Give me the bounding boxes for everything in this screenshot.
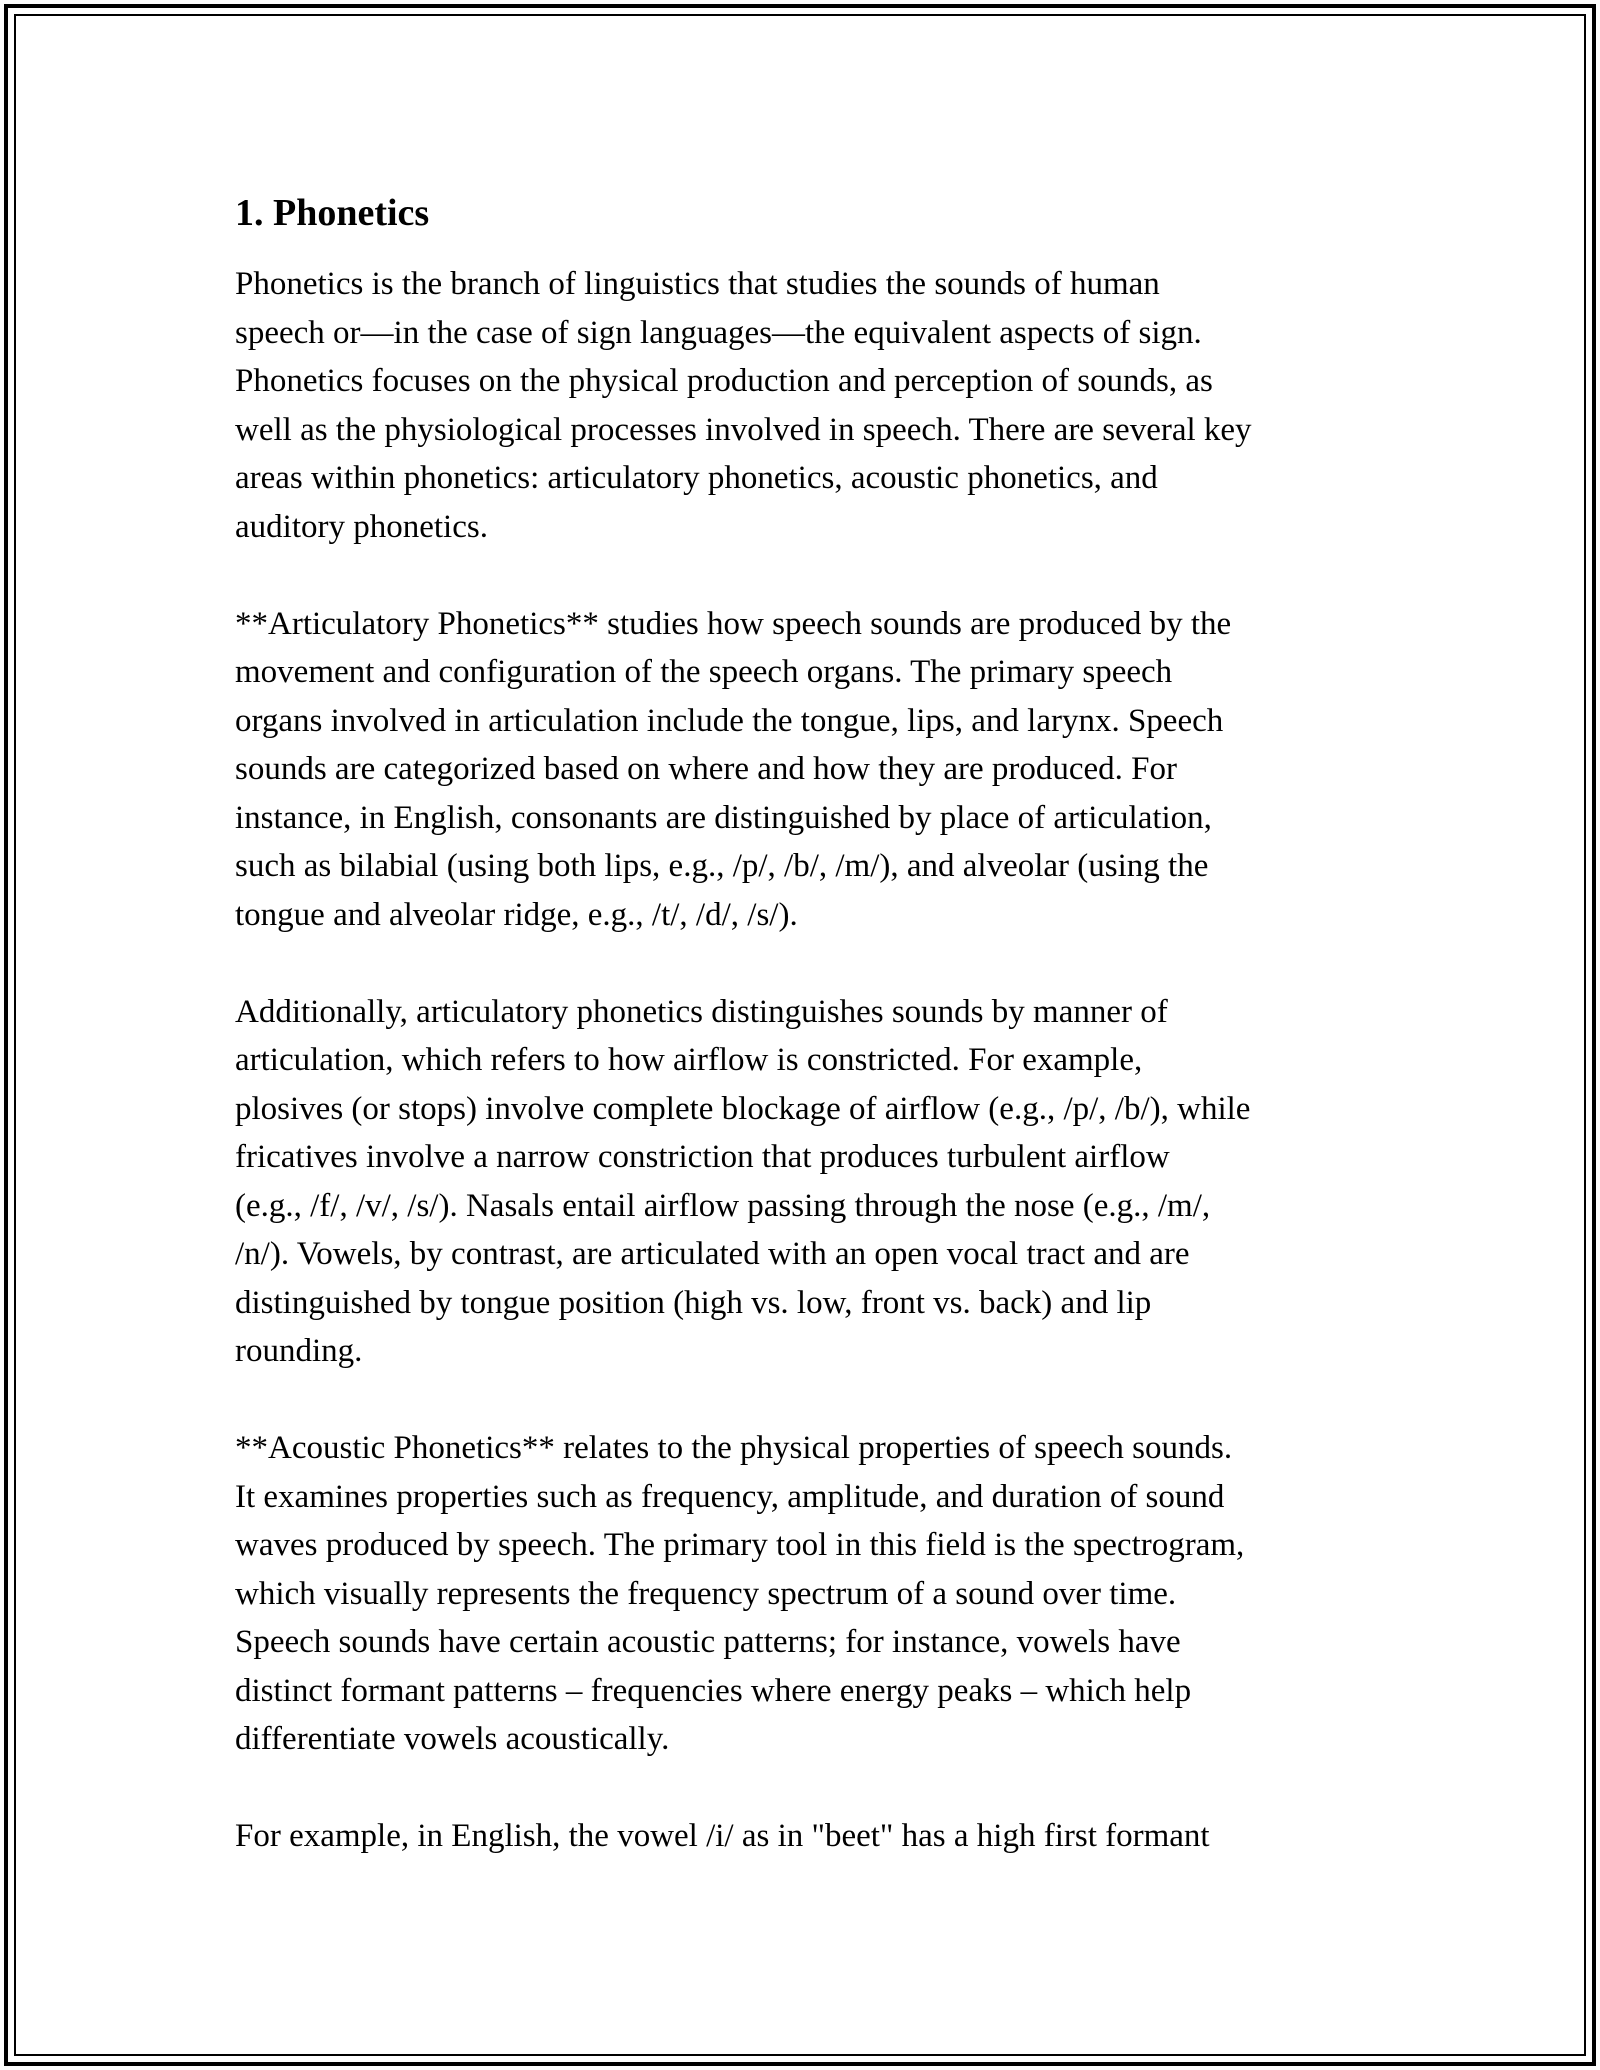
text-line: such as bilabial (using both lips, e.g., /p/, /b/, /m/), and alveolar (using the <box>235 848 1209 884</box>
paragraph-acoustic-phonetics <box>235 1424 1385 1764</box>
text-line: waves produced by speech. The primary tool in this field is the spectrogram, <box>235 1527 1245 1563</box>
text-line: organs involved in articulation include the tongue, lips, and larynx. Speech <box>235 702 1224 739</box>
text-line: rounding. <box>235 1333 363 1369</box>
text-line: For example, in English, the vowel /i/ as in "beet" has a high first formant <box>235 1818 1210 1854</box>
text-line: differentiate vowels acoustically. <box>235 1721 670 1757</box>
text-line: instance, in English, consonants are distinguished by place of articulation, <box>235 799 1212 836</box>
paragraph-vowel-example <box>235 1812 1385 1861</box>
paragraph-phonetics-intro <box>235 260 1385 551</box>
text-line: speech or—in the case of sign languages—the equivalent aspects of sign. <box>235 314 1202 351</box>
text-line: articulation, which refers to how airflow is constricted. For example, <box>235 1042 1143 1078</box>
text-line: tongue and alveolar ridge, e.g., /t/, /d/, /s/). <box>235 896 798 933</box>
text-line: Phonetics is the branch of linguistics that studies the sounds of human <box>235 266 1160 302</box>
paragraph-manner-of-articulation <box>235 988 1385 1376</box>
text-line: distinct formant patterns – frequencies where energy peaks – which help <box>235 1672 1192 1709</box>
text-line: Phonetics focuses on the physical production and perception of sounds, as <box>235 363 1213 399</box>
section-title: 1. Phonetics <box>235 192 430 234</box>
text-line: It examines properties such as frequency, amplitude, and duration of sound <box>235 1478 1225 1515</box>
text-line: /n/). Vowels, by contrast, are articulated with an open vocal tract and are <box>235 1236 1190 1272</box>
text-line: distinguished by tongue position (high vs. low, front vs. back) and lip <box>235 1284 1152 1321</box>
text-line: Speech sounds have certain acoustic patterns; for instance, vowels have <box>235 1624 1181 1660</box>
text-line: movement and configuration of the speech organs. The primary speech <box>235 654 1173 690</box>
text-line: Additionally, articulatory phonetics distinguishes sounds by manner of <box>235 993 1168 1030</box>
text-line: plosives (or stops) involve complete blockage of airflow (e.g., /p/, /b/), while <box>235 1090 1251 1127</box>
text-line: (e.g., /f/, /v/, /s/). Nasals entail airflow passing through the nose (e.g., /m/, <box>235 1187 1211 1224</box>
text-line: well as the physiological processes involved in speech. There are several key <box>235 411 1252 448</box>
text-line: auditory phonetics. <box>235 508 488 545</box>
text-line: sounds are categorized based on where and how they are produced. For <box>235 751 1177 787</box>
text-line: areas within phonetics: articulatory phonetics, acoustic phonetics, and <box>235 460 1158 496</box>
text-line: **Articulatory Phonetics** studies how speech sounds are produced by the <box>235 605 1232 642</box>
text-line: which visually represents the frequency spectrum of a sound over time. <box>235 1575 1177 1612</box>
document-body <box>235 188 1385 1909</box>
paragraph-articulatory-phonetics <box>235 600 1385 940</box>
text-line: **Acoustic Phonetics** relates to the physical properties of speech sounds. <box>235 1430 1233 1466</box>
text-line: fricatives involve a narrow constriction that produces turbulent airflow <box>235 1139 1170 1175</box>
